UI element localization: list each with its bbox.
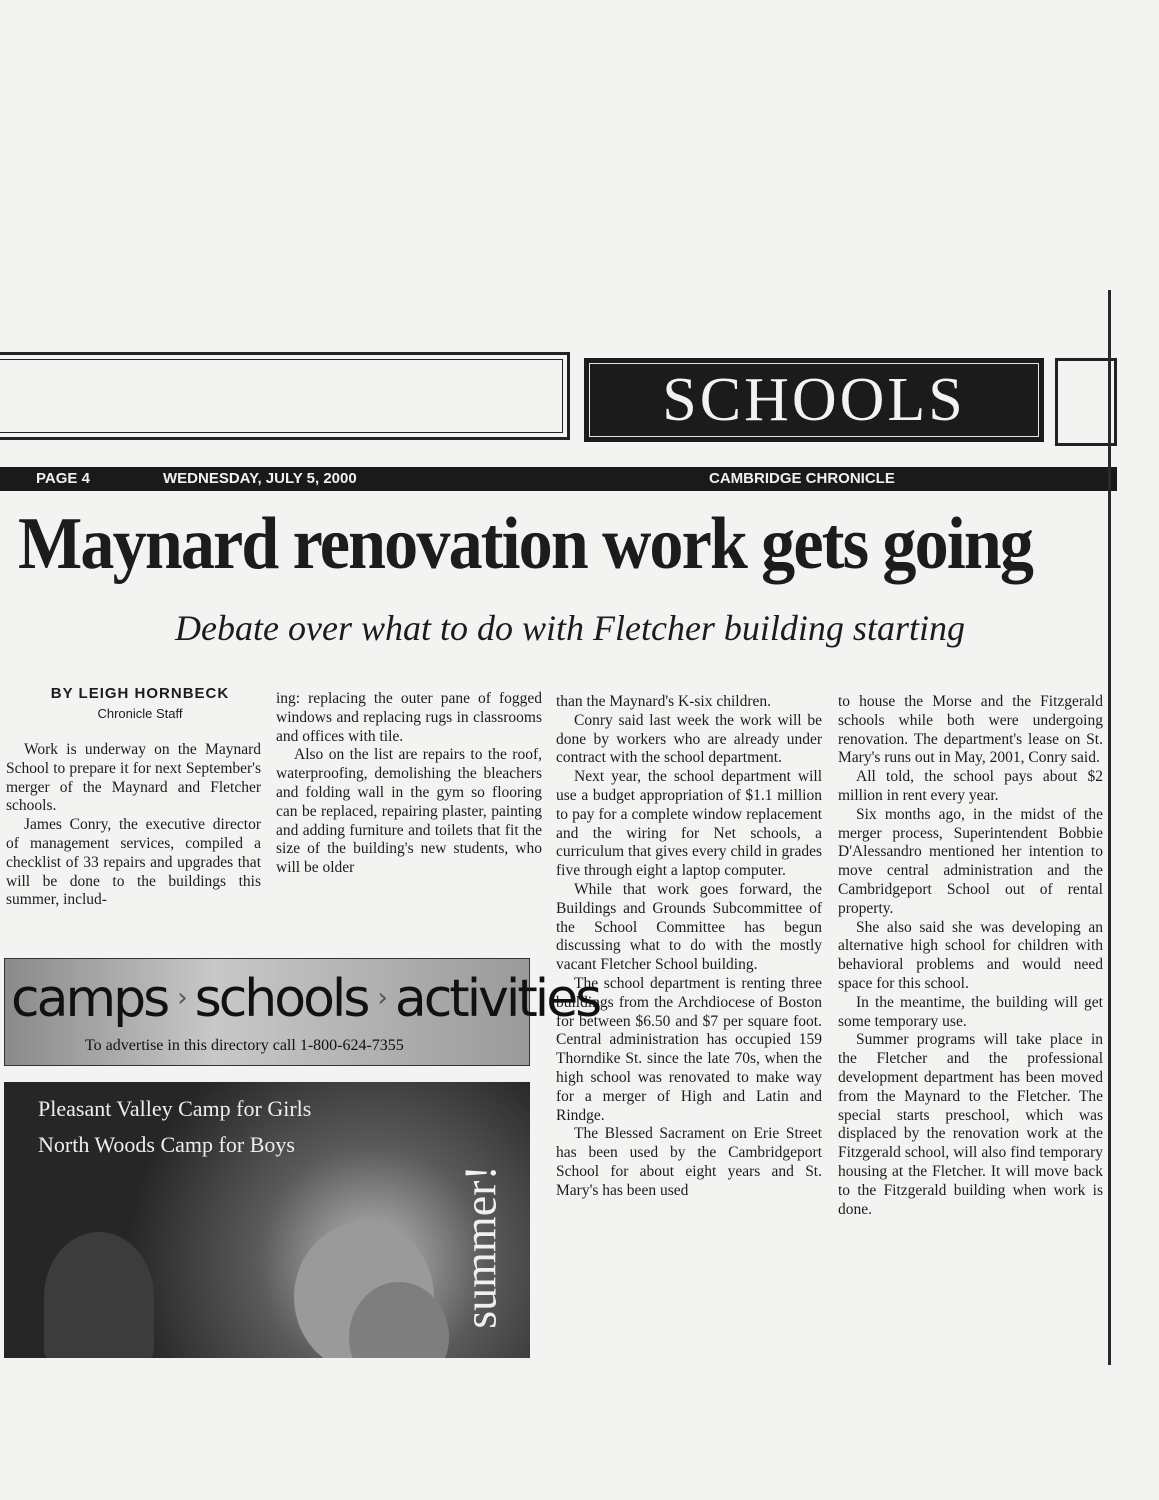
ad-word-schools: schools — [194, 969, 368, 1029]
paragraph: Summer programs will take place in the Fletcher and the professional development department has been moved from the Maynard to the Fletcher. The special starts preschool, which was displaced by the renovation work at the Fitzgerald school, will also find temporary housing at the Fletcher. It will move back to the Fitzgerald building when work is done. — [838, 1031, 1103, 1218]
section-banner-left-rule — [0, 352, 570, 440]
ad-summer-label — [452, 1142, 508, 1352]
paragraph: In the meantime, the building will get some temporary use. — [838, 993, 1103, 1030]
paragraph: Also on the list are repairs to the roof, waterproofing, demolishing the bleachers and folding wall in the gym so flooring can be replaced, repairing plaster, painting and adding furniture and toilets that fit the size of the building's new students, who will be older — [276, 746, 542, 877]
article-column-2 — [276, 690, 542, 878]
ad-call-line: To advertise in this directory call 1-800-624-7355 — [85, 1037, 404, 1054]
ad-camp-boys: North Woods Camp for Boys — [38, 1132, 295, 1157]
headline: Maynard renovation work gets going — [18, 503, 1033, 585]
paragraph: All told, the school pays about $2 million in rent every year. — [838, 768, 1103, 804]
ad-summer-text: summer! — [454, 1165, 506, 1329]
article-column-4 — [838, 693, 1103, 1219]
paragraph: She also said she was developing an alternative high school for children with behavioral problems and would need space for this school. — [838, 918, 1103, 992]
paragraph: The school department is renting three buildings from the Archdiocese of Boston for between $6.50 and $7 per square foot. Central administration has occupied 159 Thorndike St. since the late 70s, when the high school was renovated to make way for a merger of High and Latin and Rindge. — [556, 974, 822, 1124]
section-title: SCHOOLS — [589, 363, 1039, 437]
ad-word-activities: activities — [394, 969, 600, 1029]
issue-date: WEDNESDAY, JULY 5, 2000 — [163, 470, 357, 487]
paragraph: Work is underway on the Maynard School to prepare it for next September's merger of the Maynard and Fletcher schools. — [6, 741, 261, 815]
ad-directory-words — [11, 969, 599, 1029]
paragraph: Six months ago, in the midst of the merger process, Superintendent Bobbie D'Alessandro mentioned her intention to move central administration and the Cambridgeport School out of rental property. — [838, 805, 1103, 917]
section-banner — [584, 358, 1044, 442]
page-number: PAGE 4 — [36, 470, 90, 487]
paper-name: CAMBRIDGE CHRONICLE — [709, 470, 895, 487]
paragraph: Next year, the school department will use a budget appropriation of $1.1 million to pay for a complete window replacement and the wiring for Net schools, a curriculum that gives every child in grades five through eight a laptop computer. — [556, 768, 822, 880]
arrow-icon: › — [377, 983, 385, 1013]
folio-bar — [0, 467, 1117, 491]
byline: BY LEIGH HORNBECK — [50, 685, 230, 702]
ad-word-camps: camps — [11, 969, 168, 1029]
directory-ad-header — [4, 958, 600, 1066]
paragraph: ing: replacing the outer pane of fogged windows and replacing rugs in classrooms and offices with tile. — [276, 690, 542, 745]
paragraph: While that work goes forward, the Buildings and Grounds Subcommittee of the School Committee has begun discussing what to do with the mostly vacant Fletcher School building. — [556, 880, 822, 974]
paragraph: James Conry, the executive director of management services, compiled a checklist of 33 repairs and upgrades that will be done to the buildings this summer, includ- — [6, 816, 261, 909]
page-edge-rule — [1108, 290, 1111, 1365]
paragraph: to house the Morse and the Fitzgerald schools while both were undergoing renovation. The department's lease on St. Mary's runs out in May, 2001, Conry said. — [838, 693, 1103, 767]
article-column-1 — [6, 741, 261, 910]
paragraph: than the Maynard's K-six children. — [556, 693, 772, 710]
subhead: Debate over what to do with Fletcher building starting — [175, 608, 965, 648]
ad-camp-girls: Pleasant Valley Camp for Girls — [38, 1096, 312, 1121]
paragraph: Conry said last week the work will be done by workers who are already under contract with the school department. — [556, 711, 822, 767]
camp-ad — [4, 1082, 530, 1358]
byline-staff: Chronicle Staff — [97, 706, 183, 721]
arrow-icon: › — [177, 983, 185, 1013]
article-column-3 — [556, 693, 822, 1201]
ad-photo-figure — [44, 1232, 154, 1358]
paragraph: The Blessed Sacrament on Erie Street has been used by the Cambridgeport School for about eight years and St. Mary's has been used — [556, 1125, 822, 1199]
